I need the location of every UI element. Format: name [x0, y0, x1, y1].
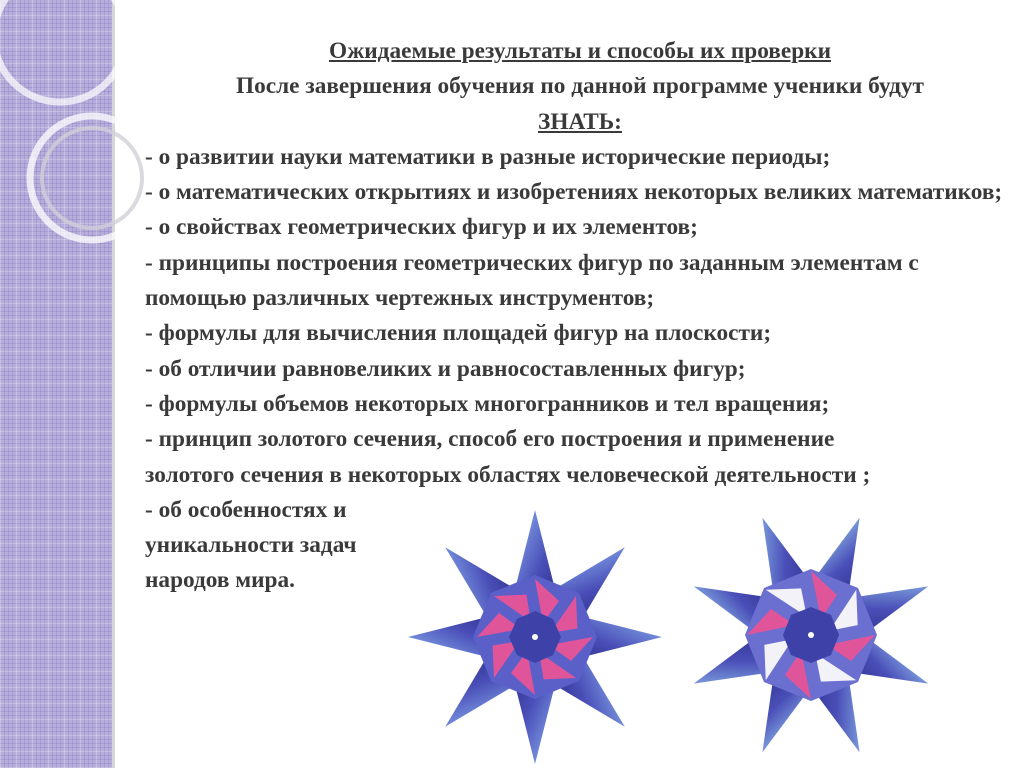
slide-heading: Ожидаемые результаты и способы их проверки: [328, 38, 832, 64]
list-item: - о развитии науки математики в разные исторические периоды;: [145, 143, 831, 170]
lead-sentence: После завершения обучения по данной программе ученики будут: [236, 73, 924, 100]
list-item: - об отличии равновеликих и равносоставленных фигур;: [145, 355, 746, 382]
list-item: - о свойствах геометрических фигур и их элементов;: [145, 214, 698, 241]
list-item: - о математических открытиях и изобретениях некоторых великих математиков;: [145, 179, 1003, 206]
list-item: - об особенностях и уникальности задач народов мира.: [145, 496, 357, 594]
list-item: - формулы для вычисления площадей фигур на плоскости;: [145, 320, 772, 347]
origami-star-left-icon: [400, 510, 670, 765]
know-label: ЗНАТЬ:: [538, 108, 622, 135]
list-item: - принципы построения геометрических фигур по заданным элементам с помощью различных чертежных инструментов;: [145, 249, 919, 312]
list-item: - принцип золотого сечения, способ его построения и применение золотого сечения в некоторых областях человеческой деятельности ;: [145, 426, 871, 488]
origami-star-right-icon: [680, 508, 942, 763]
list-item: - формулы объемов некоторых многогранников и тел вращения;: [145, 390, 830, 417]
